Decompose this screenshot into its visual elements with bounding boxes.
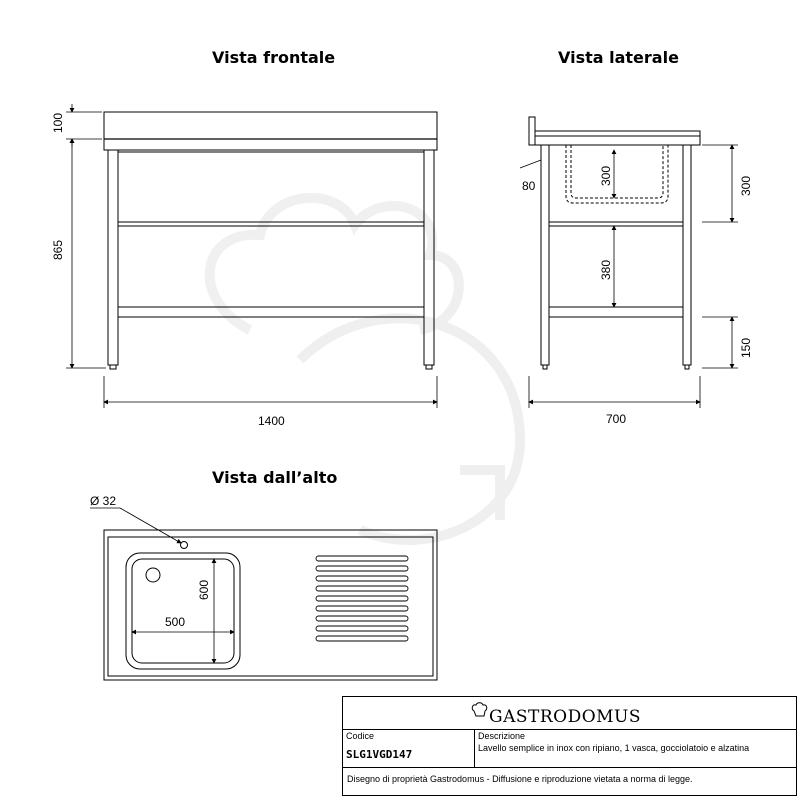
side-view-title: Vista laterale: [558, 48, 679, 67]
side-dim-gap: 380: [599, 259, 613, 280]
top-dim-bowl-width: 500: [165, 615, 186, 629]
side-shelf: [549, 307, 683, 317]
side-dim-upstand: 80: [522, 179, 536, 193]
top-dim-hole: Ø 32: [90, 494, 117, 508]
side-upstand: [529, 117, 535, 145]
top-view: [104, 530, 437, 680]
code-label: Codice: [346, 731, 375, 741]
side-view: [529, 117, 700, 369]
front-dim-height: 865: [51, 239, 65, 260]
front-dim-top: 100: [51, 112, 65, 133]
title-block-logo-row: [343, 697, 796, 730]
watermark-logo: [210, 198, 520, 540]
front-top-slab: [104, 112, 437, 139]
description-label: Descrizione: [478, 731, 526, 741]
front-dim-width: 1400: [258, 414, 285, 428]
copyright-notice: Disegno di proprietà Gastrodomus - Diffusione e riproduzione vietata a norma di legge.: [347, 774, 693, 784]
front-view: [104, 112, 437, 369]
top-tap-hole: [181, 542, 188, 549]
code-cell: [343, 729, 475, 767]
side-dim-depth: 700: [606, 412, 627, 426]
side-leg-right: [683, 145, 691, 365]
side-dim-bowl-depth: 300: [599, 165, 613, 186]
top-bowl: [126, 553, 240, 669]
front-view-title: Vista frontale: [212, 48, 336, 67]
side-leg-left: [541, 145, 549, 365]
chef-hat-icon: [471, 701, 489, 725]
brand-name: GASTRODOMUS: [489, 707, 642, 727]
top-drainboard: [316, 556, 408, 641]
side-dim-outer: 300: [739, 175, 753, 196]
front-leg-left: [108, 150, 118, 365]
title-block-info-row: [343, 729, 796, 768]
top-drain: [146, 568, 160, 582]
product-code: SLG1VGD147: [346, 748, 413, 761]
front-frame-rail: [104, 139, 437, 150]
side-dim-shelf: 150: [739, 337, 753, 358]
side-top: [535, 131, 700, 145]
side-bowl-hidden: [566, 145, 668, 203]
top-dim-bowl-depth: 600: [197, 579, 211, 600]
top-view-title: Vista dall’alto: [212, 468, 338, 487]
description-text: Lavello semplice in inox con ripiano, 1 vasca, gocciolatoio e alzatina: [478, 743, 750, 753]
title-block: [342, 696, 797, 796]
